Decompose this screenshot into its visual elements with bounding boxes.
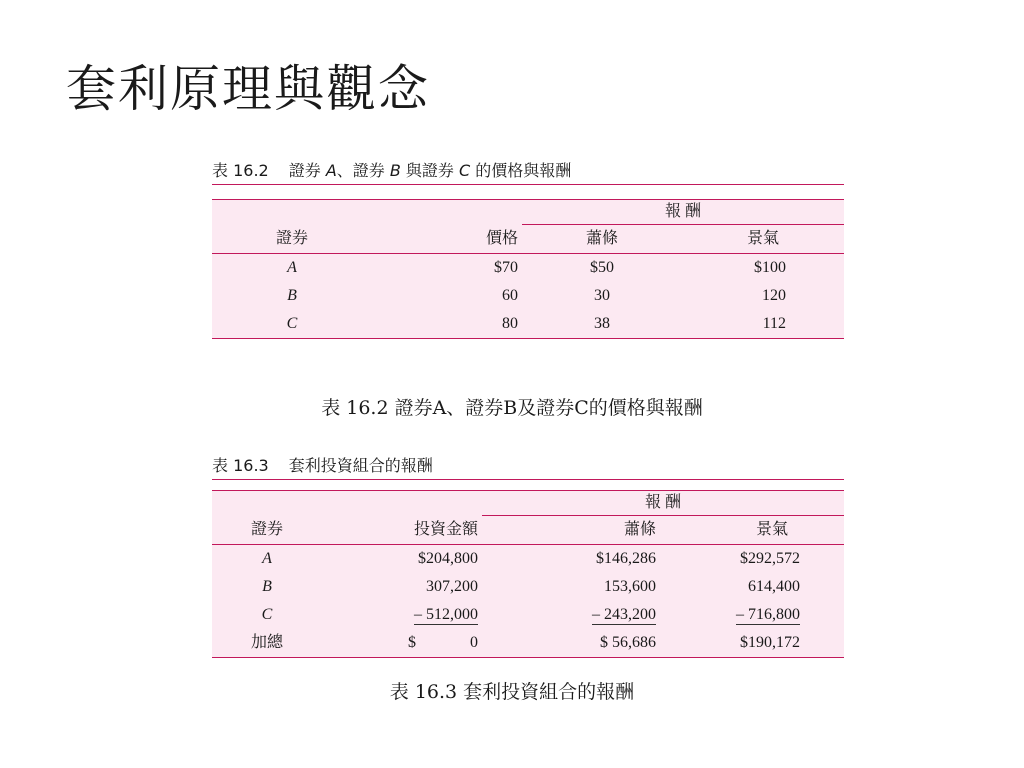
table-cell: $100 — [754, 259, 786, 276]
data-table — [212, 199, 844, 339]
column-header: 價格 — [485, 229, 518, 247]
table-cell: C — [261, 606, 273, 623]
table-cell: C — [286, 315, 298, 332]
table-cell: 38 — [594, 315, 610, 332]
total-value: $ 56,686 — [600, 634, 656, 651]
table-cell: 60 — [502, 287, 518, 304]
table-cell: $50 — [590, 259, 614, 276]
table-row — [212, 573, 844, 601]
table-heading — [212, 455, 844, 477]
table-cell: – 243,200 — [592, 606, 656, 623]
column-header: 證券 — [250, 520, 283, 538]
table-caption: 表 16.3 套利投資組合的報酬 — [389, 681, 635, 703]
slide-title: 套利原理與觀念 — [66, 60, 430, 118]
table-row — [212, 254, 844, 283]
table-cell: – 512,000 — [414, 606, 478, 623]
column-header: 證券 — [275, 229, 308, 247]
column-header: 景氣 — [755, 521, 788, 538]
table-cell: 307,200 — [426, 578, 478, 595]
total-label: 加總 — [250, 634, 283, 651]
table-cell: $204,800 — [418, 550, 478, 567]
heading-part: 證券 — [288, 161, 326, 180]
table-cell: $70 — [494, 259, 518, 276]
column-header: 投資金額 — [413, 520, 478, 538]
column-header: 蕭條 — [623, 521, 656, 538]
total-value: 0 — [470, 634, 478, 651]
heading-part: 、證券 — [336, 161, 390, 180]
table-cell: 153,600 — [604, 578, 656, 595]
table-cell: $146,286 — [596, 550, 656, 567]
total-row — [212, 629, 844, 658]
column-header: 蕭條 — [585, 230, 618, 247]
table-row — [212, 545, 844, 574]
heading-part: B — [389, 161, 401, 180]
column-header: 景氣 — [746, 230, 779, 247]
table-row — [212, 310, 844, 339]
table-cell: 614,400 — [748, 578, 800, 595]
group-header: 報 酬 — [522, 200, 844, 225]
table-cell: B — [287, 287, 297, 304]
table-cell: 30 — [594, 287, 610, 304]
table-cell: – 716,800 — [736, 606, 800, 623]
heading-text: 套利投資組合的報酬 — [288, 456, 433, 475]
table-cell: 80 — [502, 315, 518, 332]
table-16-3 — [212, 455, 844, 658]
table-row — [212, 282, 844, 310]
table-cell: B — [262, 578, 272, 595]
table-cell: A — [262, 550, 272, 567]
table-cell: A — [287, 259, 297, 276]
table-cell: 112 — [762, 315, 786, 332]
table-number: 表 16.3 — [212, 456, 269, 475]
data-table — [212, 490, 844, 658]
table-heading — [212, 160, 844, 182]
group-header: 報 酬 — [482, 491, 844, 516]
heading-part: C — [459, 161, 471, 180]
table-cell: 120 — [762, 287, 786, 304]
table-number: 表 16.2 — [212, 161, 269, 180]
table-row — [212, 601, 844, 629]
heading-part: A — [325, 161, 337, 180]
heading-part: 的價格與報酬 — [470, 161, 572, 180]
total-value: $190,172 — [740, 634, 800, 651]
heading-part: 與證券 — [400, 161, 460, 180]
table-cell: $292,572 — [740, 550, 800, 567]
table-caption: 表 16.2 證券A、證券B及證券C的價格與報酬 — [321, 397, 703, 419]
table-16-2 — [212, 160, 844, 339]
total-currency: $ — [408, 634, 416, 651]
